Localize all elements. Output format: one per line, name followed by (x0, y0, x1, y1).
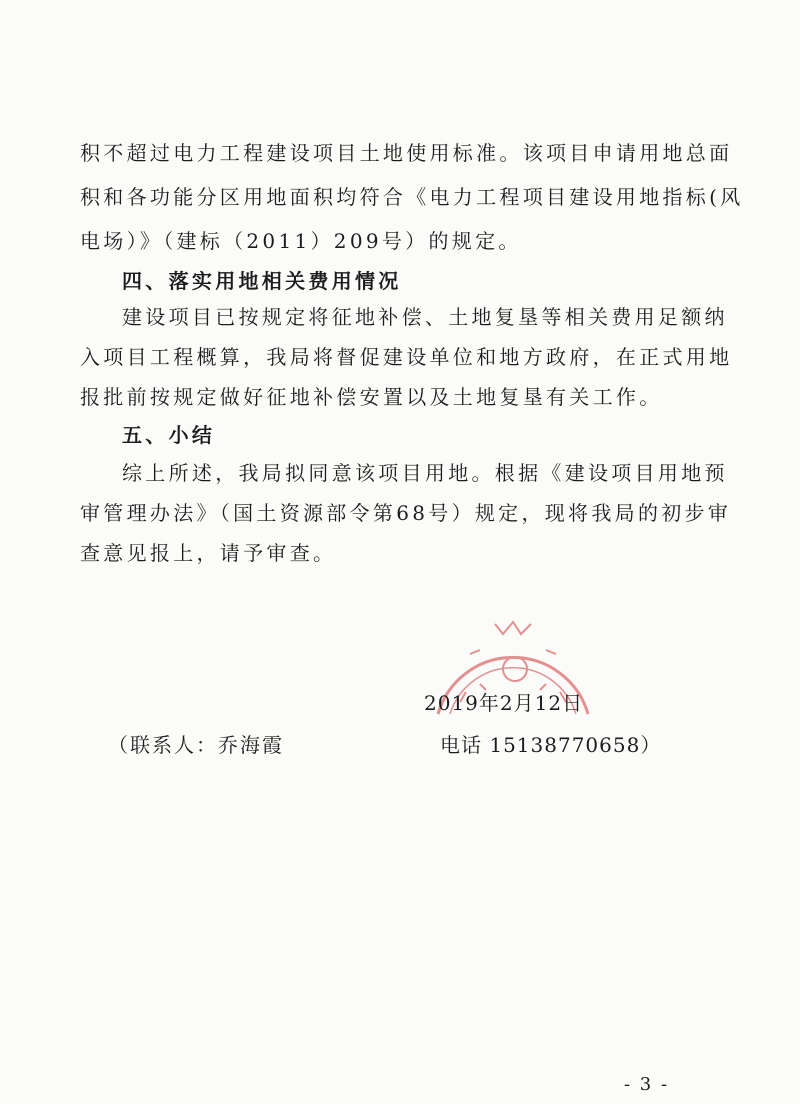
body-text-line: 建设项目已按规定将征地补偿、土地复垦等相关费用足额纳 (122, 305, 728, 329)
body-text-line: 积和各功能分区用地面积均符合《电力工程项目建设用地指标(风 (80, 185, 744, 209)
body-text-line: 查意见报上，请予审查。 (80, 541, 337, 565)
body-text-line: 综上所述，我局拟同意该项目用地。根据《建设项目用地预 (122, 461, 728, 485)
document-date: 2019年2月12日 (424, 691, 584, 715)
body-text-line: 报批前按规定做好征地补偿安置以及土地复垦有关工作。 (80, 385, 663, 409)
body-text-line: 入项目工程概算，我局将督促建设单位和地方政府，在正式用地 (80, 345, 733, 369)
page-number: - 3 - (624, 1074, 670, 1095)
section-heading-4: 四、落实用地相关费用情况 (122, 269, 402, 293)
body-text-line: 积不超过电力工程建设项目土地使用标准。该项目申请用地总面 (80, 141, 733, 165)
body-text-line: 审管理办法》（国土资源部令第68号）规定，现将我局的初步审 (80, 501, 732, 525)
section-heading-5: 五、小结 (122, 423, 216, 447)
contact-phone: 电话 15138770658） (440, 733, 662, 757)
contact-person: （联系人：乔海霞 (108, 733, 284, 757)
body-text-line: 电场）》（建标（2011）209号）的规定。 (80, 229, 522, 253)
